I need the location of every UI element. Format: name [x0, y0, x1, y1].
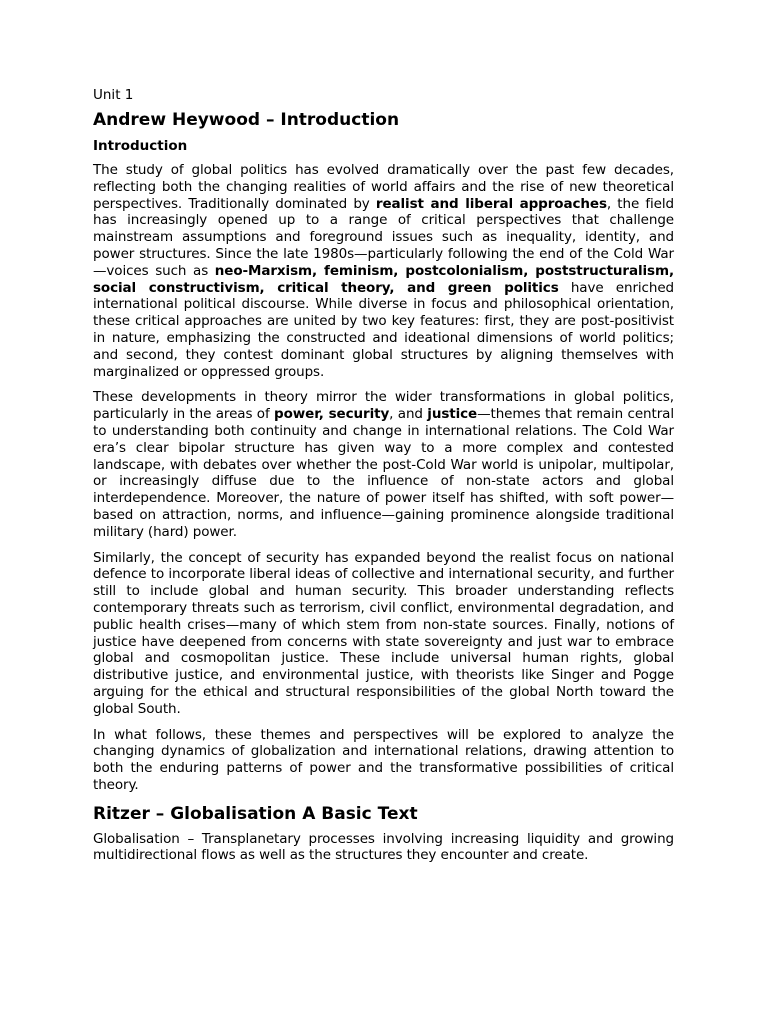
p1-text-3: have enriched international political discourse. While diverse in focus and philosophical orientation, these critical approaches are united by two key features: first, they are post-positivist in nature, emphasizing the constructed and ideational dimensions of world politics; and second, they contest dominant global structures by aligning themselves with marginalized or oppressed groups. — [93, 279, 674, 380]
paragraph-3: Similarly, the concept of security has expanded beyond the realist focus on national defence to incorporate liberal ideas of collective and international security, and further still to include global and human security. This broader understanding reflects contemporary threats such as terrorism, civil conflict, environmental degradation, and public health crises—many of which stem from non-state sources. Finally, notions of justice have deepened from concerns with state sovereignty and just war to embrace global and cosmopolitan justice. These include universal human rights, global distributive justice, and environmental justice, with theorists like Singer and Pogge arguing for the ethical and structural responsibilities of the global North toward the global South. — [93, 549, 674, 717]
p2-text-3: —themes that remain central to understanding both continuity and change in international relations. The Cold War era’s clear bipolar structure has given way to a more complex and contested landscape, with debates over whether the post-Cold War world is unipolar, multipolar, or increasingly diffuse due to the influence of non-state actors and global interdependence. Moreover, the nature of power itself has shifted, with soft power—based on attraction, norms, and influence—gaining prominence alongside traditional military (hard) power. — [93, 406, 674, 540]
p1-bold-2: neo-Marxism, feminism, postcolonialism, poststructuralism, social constructivism, critical theory, and green politics — [93, 262, 674, 296]
section-title-ritzer: Ritzer – Globalisation A Basic Text — [93, 803, 418, 824]
document-page — [93, 86, 674, 873]
p1-text-1: The study of global politics has evolved dramatically over the past few decades, reflecting both the changing realities of world affairs and the rise of new theoretical perspectives. Traditionally dominated by — [93, 162, 674, 212]
p1-bold-1: realist and liberal approaches — [375, 195, 607, 212]
p2-text-1: These developments in theory mirror the wider transformations in global politics, particularly in the areas of — [93, 389, 674, 423]
paragraph-2 — [93, 389, 674, 540]
p2-bold-1: power, security — [274, 406, 390, 423]
p2-text-2: , and — [389, 406, 428, 423]
section-heading: Introduction — [93, 138, 188, 154]
paragraph-4: In what follows, these themes and perspectives will be explored to analyze the changing dynamics of globalization and international relations, drawing attention to both the enduring patterns of power and the transformative possibilities of critical theory. — [93, 726, 674, 793]
document-title: Andrew Heywood – Introduction — [93, 110, 400, 130]
paragraph-5: Globalisation – Transplanetary processes involving increasing liquidity and growing multidirectional flows as well as the structures they encounter and create. — [93, 830, 674, 864]
p1-text-2: , the field has increasingly opened up to a range of critical perspectives that challenge mainstream assumptions and foreground issues such as inequality, identity, and power structures. Since the late 1980s—particularly following the end of the Cold War—voices such as — [93, 195, 674, 279]
p2-bold-2: justice — [427, 406, 478, 423]
paragraph-1 — [93, 162, 674, 380]
unit-label: Unit 1 — [93, 87, 134, 103]
